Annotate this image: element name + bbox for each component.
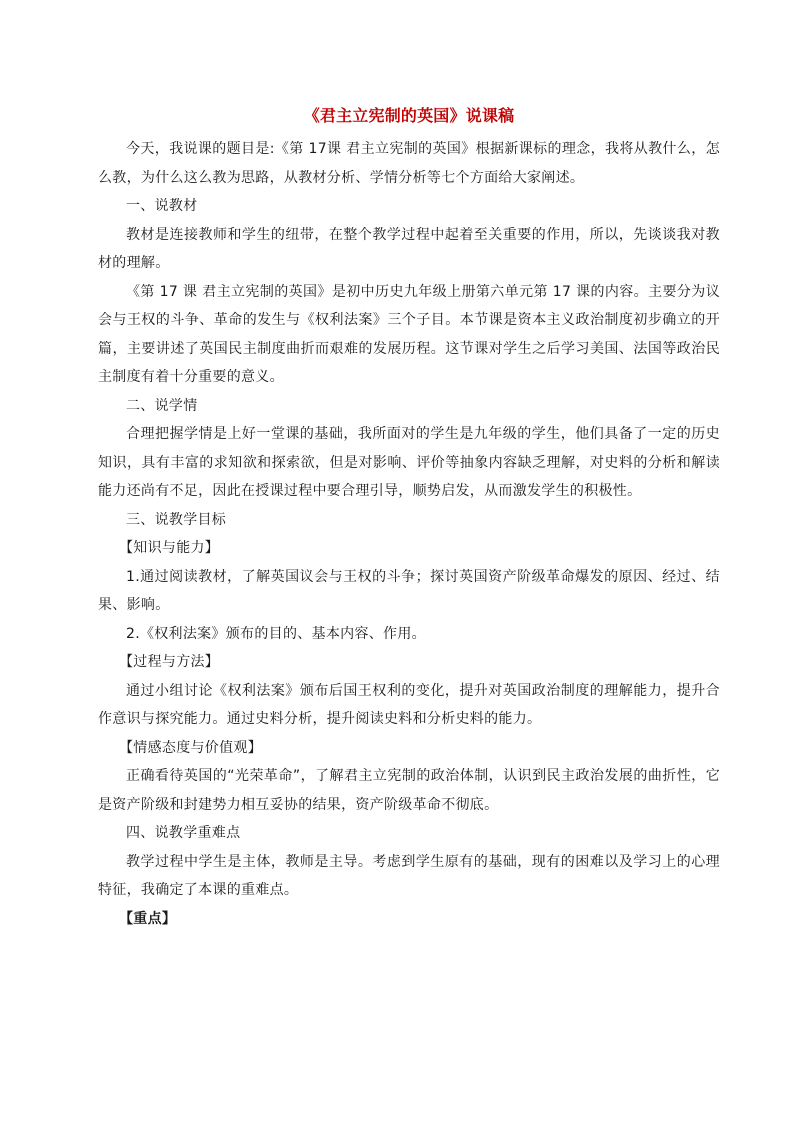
section-heading-students: 二、说学情 <box>126 397 198 414</box>
keypoints-paragraph: 教学过程中学生是主体，教师是主导。考虑到学生原有的基础，现有的困难以及学习上的心理特征，我确定了本课的重难点。 <box>98 853 720 898</box>
intro-paragraph: 今天，我说课的题目是:《第 17课 君主立宪制的英国》根据新课标的理念，我将从教什么，怎么教，为什么这么教为思路，从教材分析、学情分析等七个方面给大家阐述。 <box>98 141 720 186</box>
goal-item-2: 2.《权利法案》颁布的目的、基本内容、作用。 <box>126 625 426 642</box>
section-heading-keypoints: 四、说教学重难点 <box>126 825 241 841</box>
section-heading-material: 一、说教材 <box>126 198 198 214</box>
process-paragraph: 通过小组讨论《权利法案》颁布后国王权利的变化，提升对英国政治制度的理解能力，提升合作意识与探究能力。通过史料分析，提升阅读史料和分析史料的能力。 <box>98 682 720 727</box>
emotion-paragraph: 正确看待英国的“光荣革命”，了解君主立宪制的政治体制，认识到民主政治发展的曲折性，它是资产阶级和封建势力相互妥协的结果，资产阶级革命不彻底。 <box>98 768 720 813</box>
subheading-knowledge: 【知识与能力】 <box>119 540 220 556</box>
students-paragraph: 合理把握学情是上好一堂课的基础，我所面对的学生是九年级的学生，他们具备了一定的历史知识，具有丰富的求知欲和探索欲，但是对影响、评价等抽象内容缺乏理解，对史料的分析和解读能力还尚有不足，因此在授课过程中要合理引导，顺势启发，从而激发学生的积极性。 <box>98 426 720 499</box>
document-body <box>98 102 720 933</box>
material-paragraph-2: 《第 17 课 君主立宪制的英国》是初中历史九年级上册第六单元第 17 课的内容。主要分为议会与王权的斗争、革命的发生与《权利法案》三个子目。本节课是资本主义政治制度初步确立的开篇，主要讲述了英国民主制度曲折而艰难的发展历程。这节课对学生之后学习美国、法国等政治民主制度有着十分重要的意义。 <box>98 283 720 385</box>
subheading-process: 【过程与方法】 <box>119 654 220 670</box>
material-paragraph-1: 教材是连接教师和学生的纽带，在整个教学过程中起着至关重要的作用，所以，先谈谈我对教材的理解。 <box>98 226 720 271</box>
subheading-emotion: 【情感态度与价值观】 <box>119 739 262 756</box>
document-title: 《君主立宪制的英国》说课稿 <box>303 106 515 125</box>
section-heading-goals: 三、说教学目标 <box>126 511 227 528</box>
subheading-key: 【重点】 <box>119 910 177 927</box>
goal-item-1: 1.通过阅读教材，了解英国议会与王权的斗争；探讨英国资产阶级革命爆发的原因、经过、结果、影响。 <box>98 568 720 613</box>
